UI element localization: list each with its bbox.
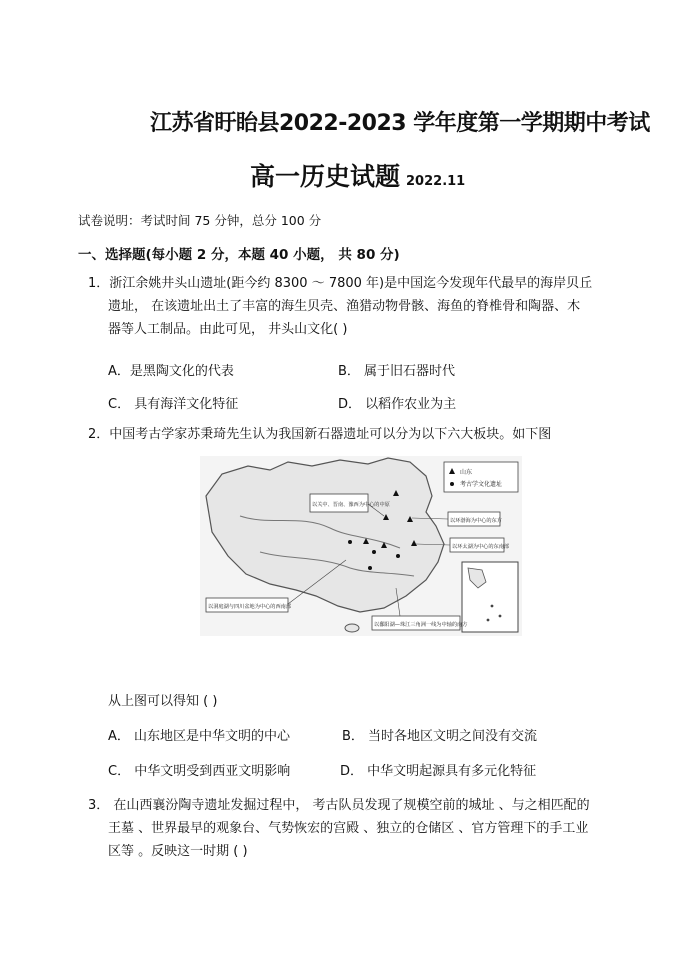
- subject-title: [250, 157, 465, 193]
- question-1-option-a[interactable]: A．是黑陶文化的代表: [108, 364, 234, 379]
- question-1-line-2: 遗址， 在该遗址出土了丰富的海生贝壳、渔猎动物骨骸、海鱼的脊椎骨和陶器、木: [108, 299, 581, 314]
- section-heading: 一、选择题(每小题 2 分，本题 40 小题， 共 80 分): [78, 247, 400, 263]
- subject-name: 高一历史试题: [250, 162, 401, 191]
- question-3-line-3: 区等 。反映这一时期 ( ): [108, 844, 248, 859]
- question-2-option-d[interactable]: D． 中华文明起源具有多元化特征: [340, 764, 537, 779]
- exam-date: 2022.11: [406, 174, 466, 189]
- question-1-option-d[interactable]: D． 以稻作农业为主: [338, 397, 457, 412]
- region-label-southeast: 以环太湖为中心的东南部: [452, 544, 510, 550]
- question-1-line-3: 器等人工制品。由此可见， 井头山文化( ): [108, 322, 348, 337]
- exam-instructions: 试卷说明：考试时间 75 分钟，总分 100 分: [78, 213, 322, 228]
- question-2-prompt: 从上图可以得知 ( ): [108, 694, 218, 709]
- question-3-line-1: 3． 在山西襄汾陶寺遗址发掘过程中， 考古队员发现了规模空前的城址 、与之相匹配的: [88, 798, 590, 813]
- legend-label-2: 考古学文化遗址: [460, 481, 503, 488]
- question-1-option-b[interactable]: B． 属于旧石器时代: [338, 364, 456, 379]
- question-2-option-c[interactable]: C． 中华文明受到西亚文明影响: [108, 764, 291, 779]
- question-2-option-b[interactable]: B． 当时各地区文明之间没有交流: [342, 729, 538, 744]
- question-3-line-2: 王墓 、世界最早的观象台、气势恢宏的宫殿 、独立的仓储区 、官方管理下的手工业: [108, 821, 589, 836]
- region-label-central: 以关中、晋南、豫西为中心的中原: [312, 502, 390, 508]
- region-label-east: 以环渤海为中心的东方: [450, 518, 502, 524]
- neolithic-regions-map: [200, 456, 522, 636]
- question-1-option-c[interactable]: C． 具有海洋文化特征: [108, 397, 239, 412]
- exam-title: 江苏省盱眙县2022-2023 学年度第一学期期中考试: [150, 111, 650, 136]
- question-2-line-1: 2．中国考古学家苏秉琦先生认为我国新石器遗址可以分为以下六大板块。如下图: [88, 427, 552, 442]
- question-2-option-a[interactable]: A． 山东地区是中华文明的中心: [108, 729, 291, 744]
- region-label-southwest: 以洞庭湖与四川盆地为中心的西南部: [208, 604, 292, 610]
- region-label-south: 以鄱阳湖—珠江三角洲一线为中轴的南方: [374, 622, 468, 628]
- question-1-line-1: 1．浙江余姚井头山遗址(距今约 8300 ～ 7800 年)是中国迄今发现年代最早的海岸贝丘: [88, 276, 593, 291]
- legend-label-1: 山东: [460, 469, 473, 476]
